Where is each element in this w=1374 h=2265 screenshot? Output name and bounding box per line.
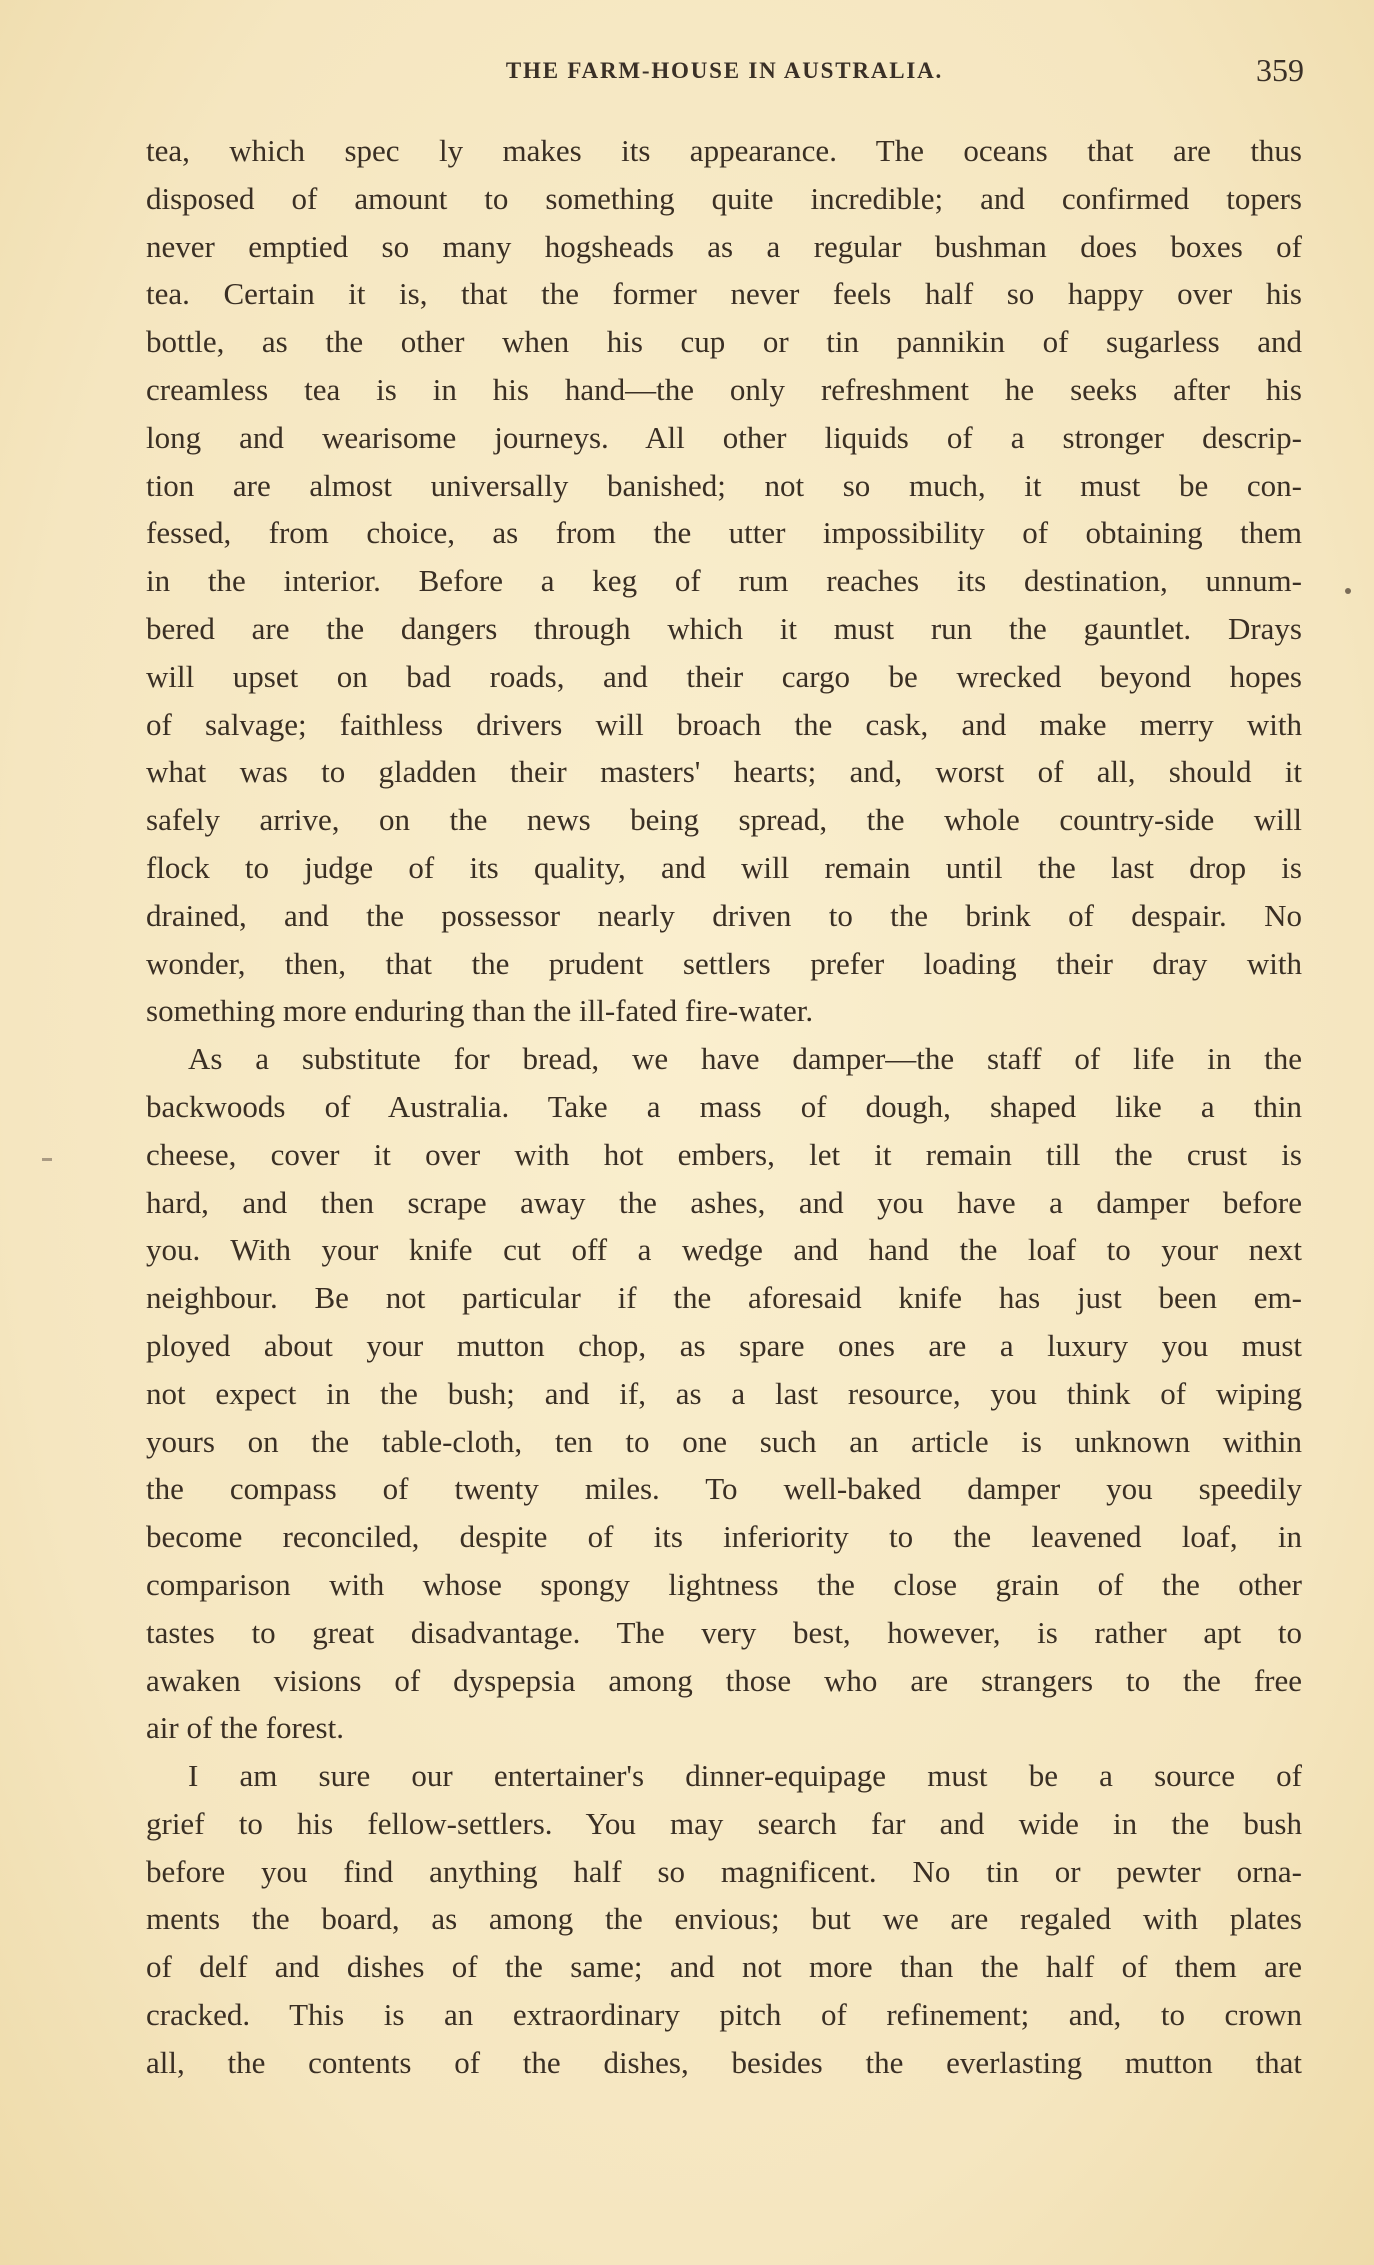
page-number: 359 (1256, 52, 1304, 88)
text-line: all, the contents of the dishes, besides the everlasting mutton that (146, 2044, 1302, 2080)
text-line: you. With your knife cut off a wedge and hand the loaf to your next (146, 1232, 1302, 1268)
text-line: of salvage; faithless drivers will broach the cask, and make merry with (146, 706, 1302, 742)
text-line: air of the forest. (146, 1710, 344, 1746)
text-line: disposed of amount to something quite incredible; and confirmed topers (146, 180, 1302, 216)
text-line: flock to judge of its quality, and will remain until the last drop is (146, 849, 1302, 885)
margin-speck (1345, 588, 1351, 594)
text-line: tion are almost universally banished; not so much, it must be con- (146, 467, 1302, 503)
text-line: the compass of twenty miles. To well-baked damper you speedily (146, 1471, 1302, 1507)
text-line: grief to his fellow-settlers. You may search far and wide in the bush (146, 1805, 1302, 1841)
text-line: tastes to great disadvantage. The very best, however, is rather apt to (146, 1614, 1302, 1650)
text-line: tea. Certain it is, that the former never feels half so happy over his (146, 276, 1302, 312)
text-line: safely arrive, on the news being spread, the whole country-side will (146, 802, 1302, 838)
text-line: hard, and then scrape away the ashes, and you have a damper before (146, 1184, 1302, 1220)
text-line: fessed, from choice, as from the utter impossibility of obtaining them (146, 515, 1302, 551)
text-line: neighbour. Be not particular if the aforesaid knife has just been em- (146, 1280, 1302, 1316)
text-line: what was to gladden their masters' hearts; and, worst of all, should it (146, 754, 1302, 790)
text-line: tea, which spec ly makes its appearance. The oceans that are thus (146, 133, 1302, 168)
text-line: something more enduring than the ill-fated fire-water. (146, 993, 814, 1029)
body-text (146, 127, 1302, 2087)
text-line: creamless tea is in his hand—the only refreshment he seeks after his (146, 371, 1302, 407)
text-line: of delf and dishes of the same; and not more than the half of them are (146, 1949, 1302, 1985)
text-line: never emptied so many hogsheads as a regular bushman does boxes of (146, 228, 1302, 264)
text-line: yours on the table-cloth, ten to one such an article is unknown within (146, 1423, 1302, 1459)
text-line: bottle, as the other when his cup or tin pannikin of sugarless and (146, 324, 1302, 360)
text-line: ployed about your mutton chop, as spare ones are a luxury you must (146, 1327, 1302, 1363)
text-line: backwoods of Australia. Take a mass of dough, shaped like a thin (146, 1088, 1302, 1124)
text-line: before you find anything half so magnificent. No tin or pewter orna- (146, 1853, 1302, 1889)
text-line: comparison with whose spongy lightness the close grain of the other (146, 1566, 1302, 1602)
text-line: bered are the dangers through which it must run the gauntlet. Drays (146, 610, 1302, 646)
text-line: awaken visions of dyspepsia among those who are strangers to the free (146, 1662, 1302, 1698)
text-line: not expect in the bush; and if, as a last resource, you think of wiping (146, 1375, 1302, 1411)
text-line: will upset on bad roads, and their cargo be wrecked beyond hopes (146, 658, 1302, 694)
text-line: As a substitute for bread, we have damper—the staff of life in the (188, 1041, 1302, 1077)
text-line: in the interior. Before a keg of rum reaches its destination, unnum- (146, 563, 1302, 599)
text-line: long and wearisome journeys. All other liquids of a stronger descrip- (146, 419, 1302, 455)
paragraph-damper (146, 1035, 1302, 1752)
text-line: drained, and the possessor nearly driven to the brink of despair. No (146, 897, 1302, 933)
text-line: wonder, then, that the prudent settlers prefer loading their dray with (146, 945, 1302, 981)
text-line: ments the board, as among the envious; but we are regaled with plates (146, 1901, 1302, 1937)
text-line: become reconciled, despite of its inferiority to the leavened loaf, in (146, 1519, 1302, 1555)
text-line: I am sure our entertainer's dinner-equipage must be a source of (188, 1758, 1302, 1794)
running-head (145, 52, 1304, 96)
paragraph-dinner-equipage (146, 1752, 1302, 2087)
paragraph-tea (146, 127, 1302, 1035)
text-line: cracked. This is an extraordinary pitch of refinement; and, to crown (146, 1997, 1302, 2033)
margin-speck (42, 1158, 52, 1161)
text-line: cheese, cover it over with hot embers, let it remain till the crust is (146, 1136, 1302, 1172)
running-title: THE FARM-HOUSE IN AUSTRALIA. (505, 58, 944, 83)
